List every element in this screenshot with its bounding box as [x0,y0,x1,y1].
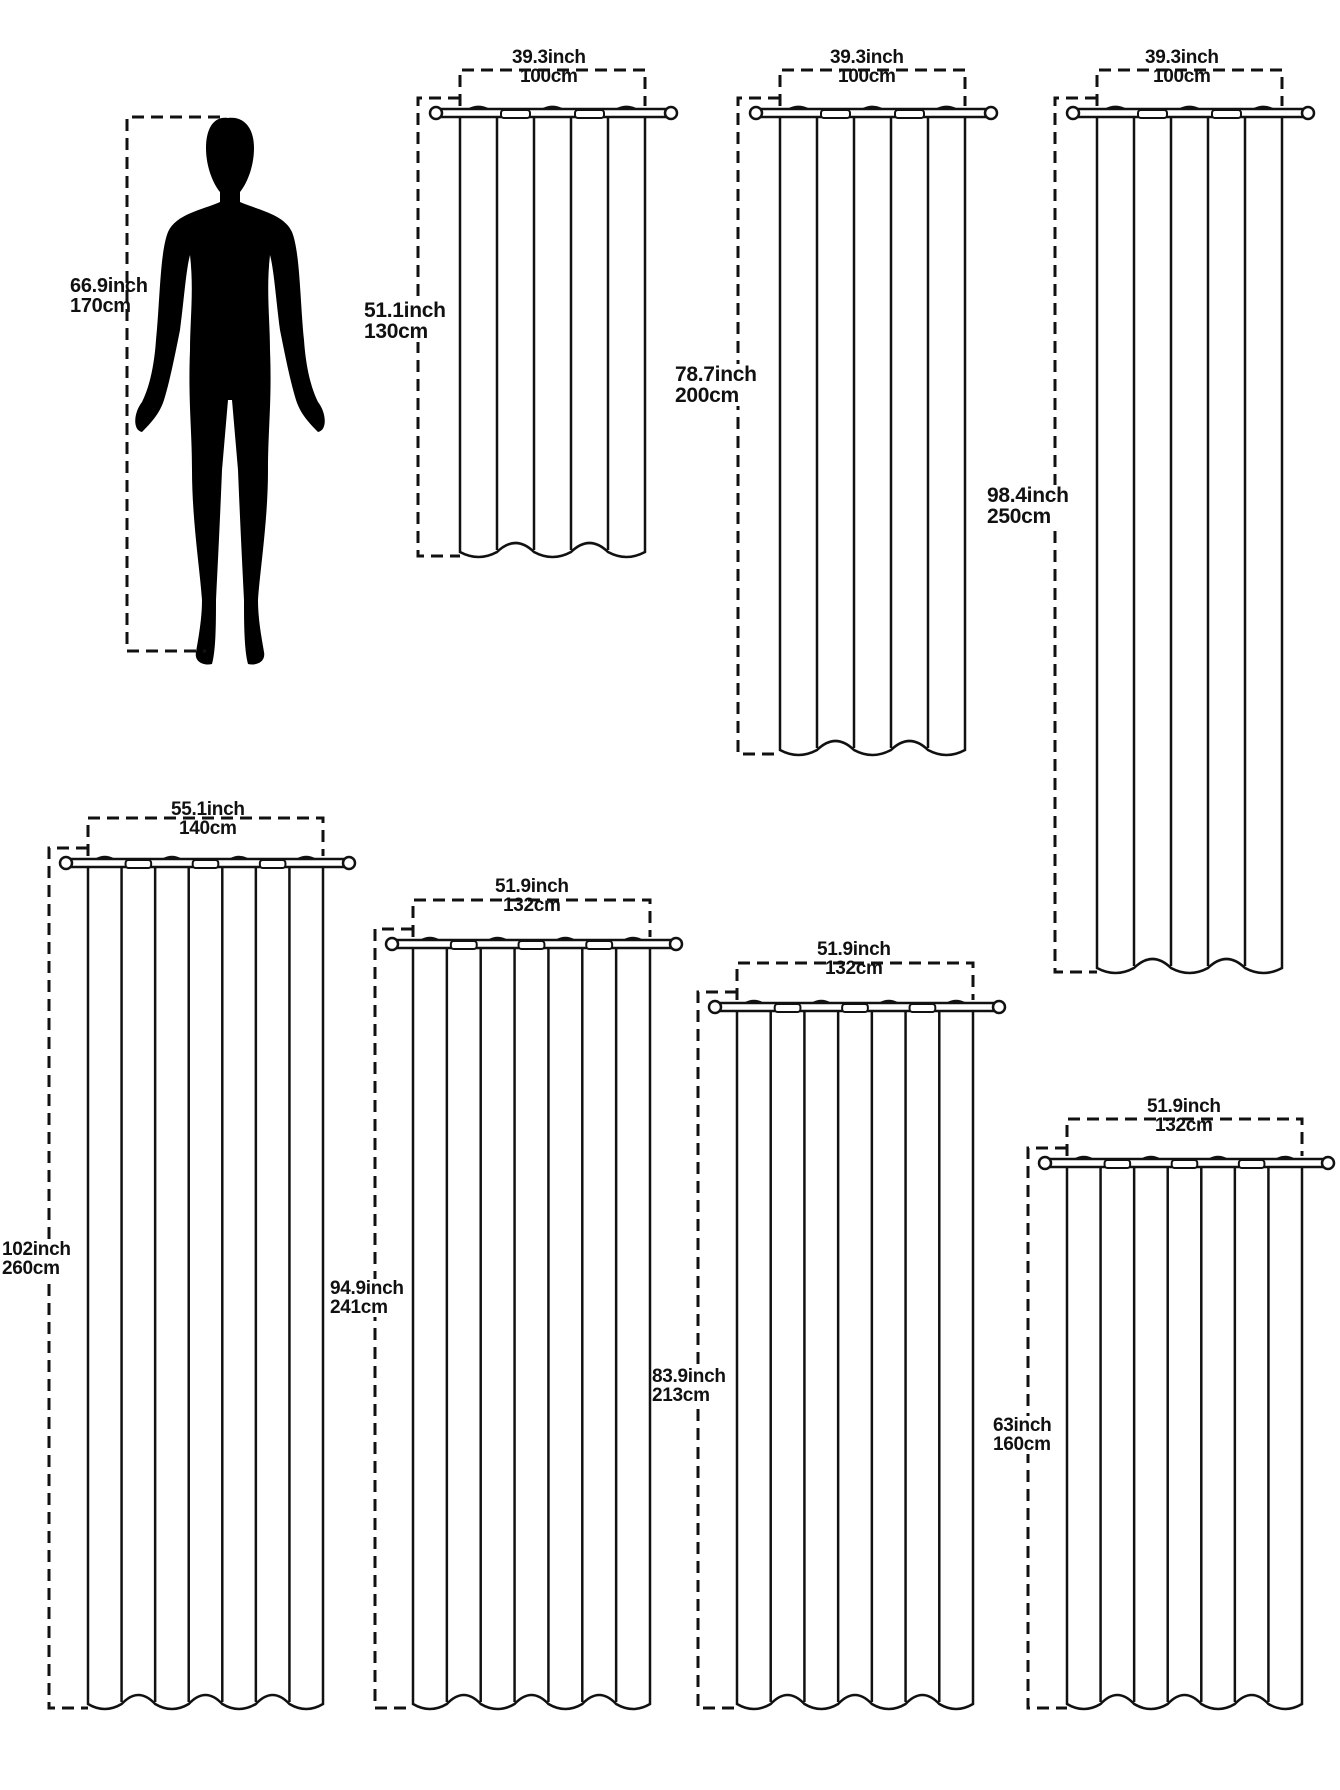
curtain-260-height-label: 102inch 260cm [2,1239,71,1279]
curtain-160-height-label: 63inch 160cm [993,1415,1052,1455]
curtain-250-height-dimension-line [1055,98,1097,972]
curtain-241-rod-end-left [386,938,398,950]
curtain-160-width-label: 51.9inch 132cm [1147,1096,1221,1136]
curtain-241-height-label: 94.9inch 241cm [330,1278,404,1318]
curtain-200-height-label: 78.7inch 200cm [675,363,757,407]
curtain-200-grommet [821,110,850,118]
curtain-241-width-label: 51.9inch 132cm [495,876,569,916]
curtain-213-fabric [737,1006,973,1709]
curtain-250-rod-end-left [1067,107,1079,119]
curtain-241-fabric [413,943,650,1709]
curtain-250-rod-end-right [1302,107,1314,119]
curtain-250-grommet [1212,110,1241,118]
curtain-213-height-dimension-line [698,992,737,1708]
person-silhouette-icon [135,118,325,665]
curtain-130-rod [436,109,671,117]
curtain-250-width-label: 39.3inch 100cm [1145,47,1219,87]
curtain-250-grommet [1138,110,1167,118]
curtain-250-height-label: 98.4inch 250cm [987,484,1069,528]
curtain-241-grommet [519,941,545,949]
curtain-200-rod-end-right [985,107,997,119]
curtain-250-fabric [1097,112,1282,973]
curtain-130-width-label: 39.3inch 100cm [512,47,586,87]
curtain-200-grommet [895,110,924,118]
curtain-213-grommet [842,1004,868,1012]
curtain-241-height-dimension-line [375,929,413,1708]
curtain-241-rod-end-right [670,938,682,950]
curtain-200-fabric [780,112,965,755]
curtain-200-rod [756,109,991,117]
curtain-130-rod-end-right [665,107,677,119]
curtain-260-grommet [260,860,286,868]
curtain-130-height-label: 51.1inch 130cm [364,299,446,343]
curtain-200-height-dimension-line [738,98,780,754]
curtain-160-grommet [1105,1160,1131,1168]
curtain-130-grommet [501,110,530,118]
curtain-160-rod-end-right [1322,1157,1334,1169]
curtain-260-grommet [193,860,219,868]
curtain-213-width-label: 51.9inch 132cm [817,939,891,979]
curtain-130-fabric [460,112,645,557]
curtain-241-grommet [586,941,612,949]
curtain-160-grommet [1172,1160,1198,1168]
curtain-213-height-label: 83.9inch 213cm [652,1366,726,1406]
person-height-label: 66.9inch 170cm [70,275,148,317]
curtain-213-rod-end-right [993,1001,1005,1013]
curtain-160-rod-end-left [1039,1157,1051,1169]
curtain-200-rod-end-left [750,107,762,119]
curtain-241-grommet [451,941,477,949]
curtain-213-grommet [910,1004,936,1012]
curtain-260-rod-end-left [60,857,72,869]
curtain-130-rod-end-left [430,107,442,119]
curtain-213-grommet [775,1004,801,1012]
curtain-130-grommet [575,110,604,118]
curtain-260-fabric [88,862,323,1709]
curtain-260-width-label: 55.1inch 140cm [171,799,245,839]
curtain-200-width-label: 39.3inch 100cm [830,47,904,87]
curtain-213-rod-end-left [709,1001,721,1013]
curtain-260-grommet [126,860,152,868]
curtain-260-rod-end-right [343,857,355,869]
curtain-160-grommet [1239,1160,1265,1168]
curtain-160-fabric [1067,1162,1302,1709]
curtain-250-rod [1073,109,1308,117]
